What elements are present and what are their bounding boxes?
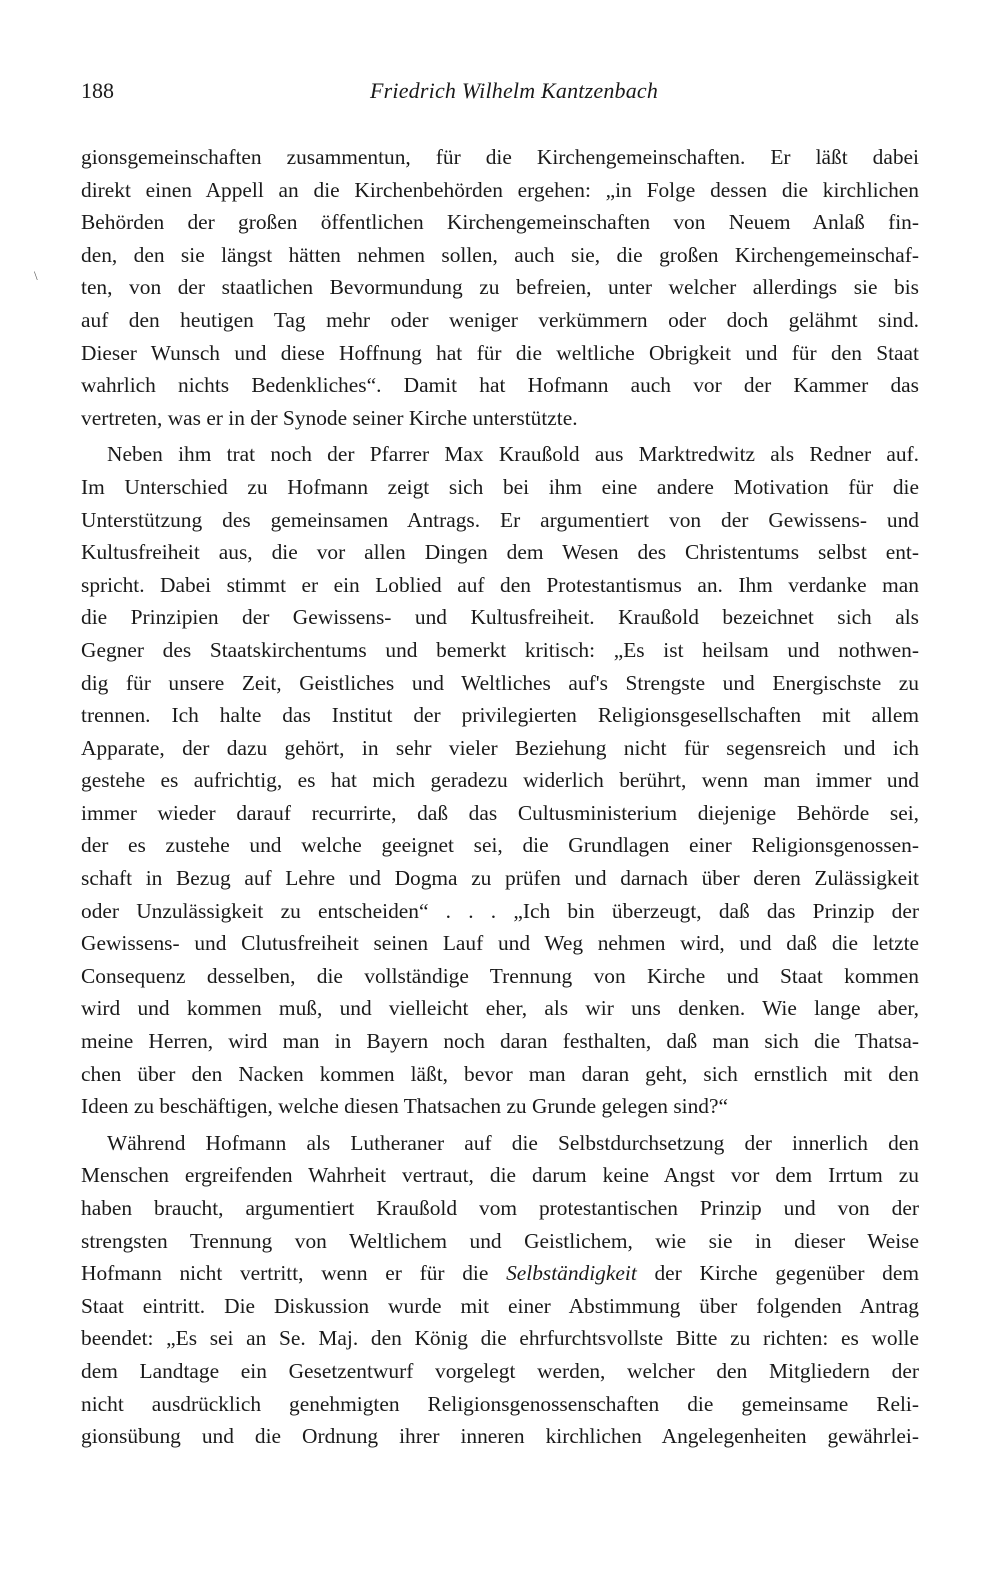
- text-line: chen über den Nacken kommen läßt, bevor man daran geht, sich ernstlich mit den: [81, 1061, 919, 1086]
- text-line: wahrlich nichts Bedenkliches“. Damit hat Hofmann auch vor der Kammer das: [81, 373, 919, 398]
- text-line: Dieser Wunsch und diese Hoffnung hat für die weltliche Obrigkeit und für den Staat: [81, 340, 919, 365]
- text-line: den, den sie längst hätten nehmen sollen, auch sie, die großen Kirchengemeinschaf-: [81, 242, 919, 267]
- text-line: Während Hofmann als Lutheraner auf die Selbstdurchsetzung der innerlich den: [107, 1130, 919, 1155]
- margin-mark: \: [34, 268, 38, 283]
- text-line: direkt einen Appell an die Kirchenbehörden ergehen: „in Folge dessen die kirchlichen: [81, 177, 919, 202]
- text-line: wird und kommen muß, und vielleicht eher, als wir uns denken. Wie lange aber,: [81, 996, 919, 1021]
- text-line: Unterstützung des gemeinsamen Antrags. Er argumentiert von der Gewissens- und: [81, 507, 919, 532]
- text-line: oder Unzulässigkeit zu entscheiden“ . . . „Ich bin überzeugt, daß das Prinzip der: [81, 898, 919, 923]
- text-line: meine Herren, wird man in Bayern noch daran festhalten, daß man sich die Thatsa-: [81, 1029, 919, 1054]
- text-line: strengsten Trennung von Weltlichem und Geistlichem, wie sie in dieser Weise: [81, 1228, 919, 1253]
- emphasis-word: Selbständigkeit: [506, 1261, 637, 1286]
- text-line: gionsübung und die Ordnung ihrer inneren kirchlichen Angelegenheiten gewährlei-: [81, 1424, 919, 1449]
- text-line: vertreten, was er in der Synode seiner Kirche unterstützte.: [81, 405, 578, 430]
- paragraph-2: [81, 438, 919, 1122]
- paragraph-3: [81, 1127, 919, 1453]
- text-line: beendet: „Es sei an Se. Maj. den König die ehrfurchtsvollste Bitte zu richten: es wolle: [81, 1326, 919, 1351]
- text-line: trennen. Ich halte das Institut der privilegierten Religionsgesellschaften mit allem: [81, 703, 919, 728]
- text-line-with-emphasis: [81, 1257, 919, 1290]
- page-number: 188: [81, 78, 114, 103]
- text-line: Gewissens- und Clutusfreiheit seinen Lauf und Weg nehmen wird, und daß die letzte: [81, 931, 919, 956]
- text-line: Consequenz desselben, die vollständige Trennung von Kirche und Staat kommen: [81, 963, 919, 988]
- text-line: die Prinzipien der Gewissens- und Kultusfreiheit. Kraußold bezeichnet sich als: [81, 605, 919, 630]
- text-line: gionsgemeinschaften zusammentun, für die Kirchengemeinschaften. Er läßt dabei: [81, 145, 919, 169]
- text-line: Ideen zu beschäftigen, welche diesen Thatsachen zu Grunde gelegen sind?“: [81, 1094, 728, 1119]
- text-segment: der Kirche gegenüber dem: [636, 1261, 919, 1286]
- text-line: auf den heutigen Tag mehr oder weniger verkümmern oder doch gelähmt sind.: [81, 307, 919, 332]
- text-line: spricht. Dabei stimmt er ein Loblied auf den Protestantismus an. Ihm verdanke man: [81, 572, 919, 597]
- text-line: Kultusfreiheit aus, die vor allen Dingen dem Wesen des Christentums selbst ent-: [81, 540, 919, 565]
- text-line: Behörden der großen öffentlichen Kirchengemeinschaften von Neuem Anlaß fin-: [81, 210, 919, 235]
- text-line: haben braucht, argumentiert Kraußold vom protestantischen Prinzip und von der: [81, 1196, 919, 1220]
- text-line: gestehe es aufrichtig, es hat mich geradezu widerlich berührt, wenn man immer und: [81, 768, 919, 793]
- text-line: Apparate, der dazu gehört, in sehr vieler Beziehung nicht für segensreich und ich: [81, 735, 919, 760]
- text-line: nicht ausdrücklich genehmigten Religionsgenossenschaften die gemeinsame Reli-: [81, 1391, 919, 1416]
- text-line: schaft in Bezug auf Lehre und Dogma zu prüfen und darnach über deren Zulässigkeit: [81, 866, 919, 891]
- text-line: dig für unsere Zeit, Geistliches und Weltliches auf's Strengste und Energischste zu: [81, 670, 919, 695]
- paragraph-1: [81, 141, 919, 434]
- text-line: Gegner des Staatskirchentums und bemerkt kritisch: „Es ist heilsam und nothwen-: [81, 637, 919, 662]
- text-line: ten, von der staatlichen Bevormundung zu befreien, unter welcher allerdings sie bis: [81, 275, 919, 300]
- text-line: dem Landtage ein Gesetzentwurf vorgelegt werden, welcher den Mitgliedern der: [81, 1358, 919, 1383]
- text-line: Menschen ergreifenden Wahrheit vertraut, die darum keine Angst vor dem Irrtum zu: [81, 1163, 919, 1188]
- page-header: [81, 76, 919, 106]
- text-line: der es zustehe und welche geeignet sei, die Grundlagen einer Religionsgenossen-: [81, 833, 919, 858]
- text-line: Neben ihm trat noch der Pfarrer Max Kraußold aus Marktredwitz als Redner auf.: [107, 442, 919, 467]
- text-line: immer wieder darauf recurrirte, daß das Cultusministerium diejenige Behörde sei,: [81, 800, 919, 825]
- body-text: [81, 141, 919, 1453]
- running-head: Friedrich Wilhelm Kantzenbach: [370, 78, 659, 103]
- text-segment: Hofmann nicht vertritt, wenn er für die: [81, 1261, 507, 1286]
- text-line: Staat eintritt. Die Diskussion wurde mit einer Abstimmung über folgenden Antrag: [81, 1293, 919, 1318]
- text-line: Im Unterschied zu Hofmann zeigt sich bei ihm eine andere Motivation für die: [81, 474, 919, 499]
